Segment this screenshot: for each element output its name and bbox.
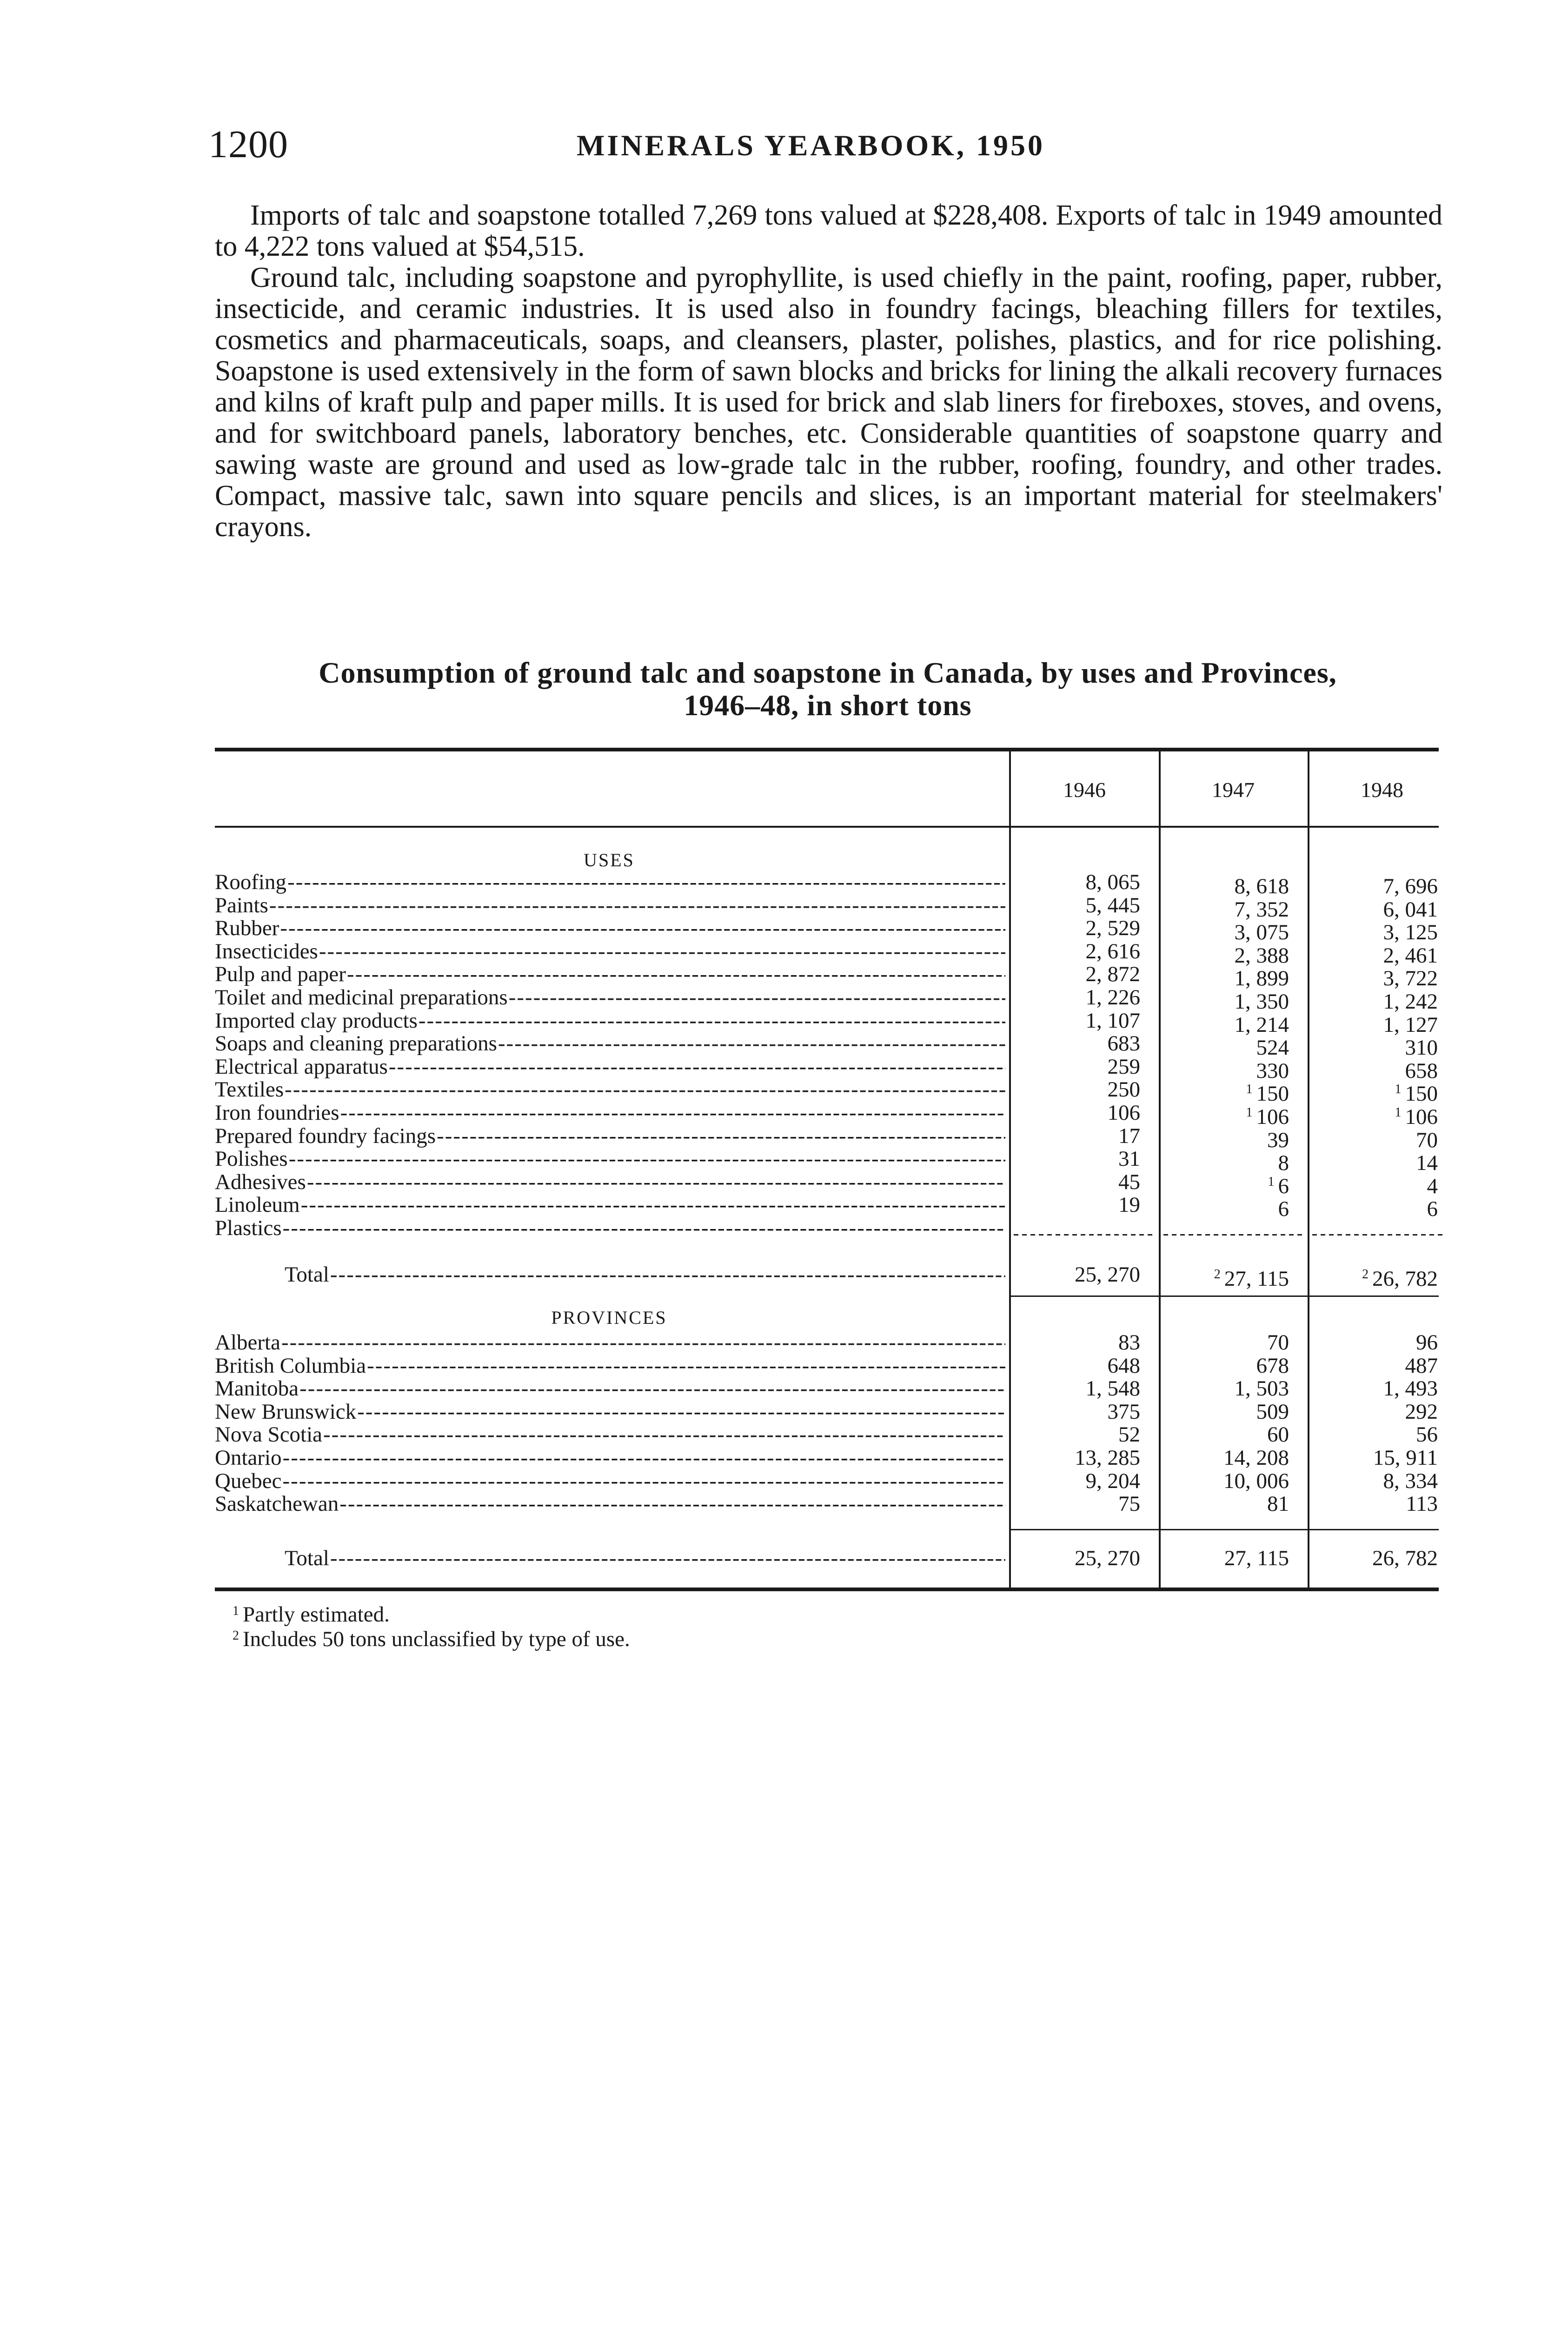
- cell-1946: 106: [1107, 1101, 1140, 1125]
- row-label: Plastics -----: [215, 1216, 1005, 1240]
- cell-1947: 524: [1256, 1036, 1289, 1060]
- row-label: Pulp and paper -----: [215, 963, 1005, 986]
- cell-1948: $^1$ 150: [1395, 1082, 1438, 1106]
- row-label: British Columbia -----: [215, 1354, 1005, 1377]
- footnote-marker: 2: [1214, 1267, 1221, 1282]
- cell-1948: 8, 334: [1383, 1468, 1438, 1493]
- year-header: 1948: [1361, 778, 1403, 802]
- cell-1946: 1, 548: [1085, 1376, 1140, 1401]
- row-label: Electrical apparatus -----: [215, 1055, 1005, 1078]
- provinces-heading: PROVINCES: [551, 1307, 667, 1328]
- row-label: Insecticides -----: [215, 940, 1005, 963]
- cell-1946: 13, 285: [1075, 1446, 1140, 1470]
- cell-1947: 330: [1256, 1058, 1289, 1083]
- cell-1946: 2, 872: [1085, 962, 1140, 987]
- cell-1948: 15, 911: [1373, 1446, 1438, 1470]
- cell-1947: 8, 618: [1234, 874, 1289, 898]
- cell-1946: 250: [1107, 1077, 1140, 1102]
- row-label: Nova Scotia -----: [215, 1423, 1005, 1446]
- cell-1948: 310: [1405, 1036, 1438, 1060]
- table-title-line: Consumption of ground talc and soapstone in Canada, by uses and Provinces,: [319, 656, 1337, 689]
- row-label: Paints -----: [215, 894, 1005, 917]
- cell-1948: 70: [1416, 1128, 1438, 1152]
- running-title: MINERALS YEARBOOK, 1950: [577, 129, 1045, 162]
- cell-1948: 113: [1406, 1492, 1438, 1516]
- cell-1947: 509: [1256, 1399, 1289, 1424]
- cell-1947: 14, 208: [1223, 1446, 1289, 1470]
- footnote-marker: 1: [1395, 1082, 1402, 1097]
- cell-rule: [1011, 1295, 1159, 1297]
- cell-1947: 7, 352: [1234, 897, 1289, 922]
- cell-1947: 1, 214: [1234, 1012, 1289, 1037]
- cell-1948: 14: [1416, 1151, 1438, 1176]
- row-label: Iron foundries -----: [215, 1101, 1005, 1124]
- cell-1946: 1, 107: [1085, 1008, 1140, 1033]
- footnote-marker: 2: [1362, 1267, 1369, 1282]
- cell-1946: 9, 204: [1085, 1468, 1140, 1493]
- cell-1948: 3, 125: [1383, 920, 1438, 945]
- table-title: [205, 657, 1451, 722]
- cell-1947: 60: [1267, 1422, 1289, 1447]
- row-label: Manitoba -----: [215, 1377, 1005, 1400]
- cell-rule: [1161, 1295, 1308, 1297]
- row-label: Prepared foundry facings -----: [215, 1124, 1005, 1148]
- cell-1948: 96: [1416, 1330, 1438, 1355]
- footnote: [233, 1627, 630, 1652]
- cell-1947: [1149, 1216, 1289, 1244]
- cell-1948: 3, 722: [1383, 966, 1438, 991]
- footnote-marker: 1: [233, 1604, 239, 1618]
- cell-1948: [1298, 1216, 1438, 1244]
- cell-1948: 1, 242: [1383, 990, 1438, 1014]
- cell-rule: [1161, 1529, 1308, 1530]
- cell-1948: 658: [1405, 1058, 1438, 1083]
- cell-1948: 1, 127: [1383, 1012, 1438, 1037]
- row-label: Quebec -----: [215, 1469, 1005, 1493]
- row-label: Total -----: [285, 1263, 1005, 1286]
- cell-1946: 8, 065: [1085, 870, 1140, 894]
- paragraph: Imports of talc and soapstone totalled 7,269 tons valued at $228,408. Exports of talc in 1949 amounted to 4,222 tons valued at $54,515.: [215, 199, 1442, 262]
- cell-1948: $^1$ 106: [1395, 1105, 1438, 1129]
- cell-rule: [1309, 1295, 1439, 1297]
- row-label: Ontario -----: [215, 1446, 1005, 1469]
- cell-1948: 292: [1405, 1399, 1438, 1424]
- cell-1947: 1, 350: [1234, 990, 1289, 1014]
- paragraph: Ground talc, including soapstone and pyrophyllite, is used chiefly in the paint, roofing, paper, rubber, insecticide, and ceramic industries. It is used also in foundry facings, bleaching fillers for textiles, cosmetics and pharmaceuticals, soaps, and cleansers, plaster, polishes, plastics, and for rice polishing. Soapstone is used extensively in the form of sawn blocks and bricks for lining the alkali recovery furnaces and kilns of kraft pulp and paper mills. It is used for brick and slab liners for fireboxes, stoves, and ovens, and for switchboard panels, laboratory benches, etc. Considerable quantities of soapstone quarry and sawing waste are ground and used as low-grade talc in the rubber, roofing, foundry, and other trades. Compact, massive talc, sawn into square pencils and slices, is an important material for steelmakers' crayons.: [215, 262, 1442, 543]
- cell-1946: 375: [1107, 1399, 1140, 1424]
- cell-1948: $^2$ 26, 782: [1362, 1267, 1438, 1291]
- cell-1948: 7, 696: [1383, 874, 1438, 898]
- cell-1948: 6, 041: [1383, 897, 1438, 922]
- cell-1946: 259: [1107, 1054, 1140, 1079]
- row-label: Textiles -----: [215, 1078, 1005, 1101]
- table-bottom-rule: [215, 1588, 1439, 1591]
- year-header: 1946: [1063, 778, 1106, 802]
- cell-1947: 6: [1278, 1197, 1289, 1222]
- cell-1946: 5, 445: [1085, 893, 1140, 917]
- dashed-rule: [1014, 1234, 1153, 1236]
- cell-1947: 70: [1267, 1330, 1289, 1355]
- cell-1946: 17: [1118, 1123, 1140, 1148]
- cell-1947: $^2$ 27, 115: [1214, 1267, 1289, 1291]
- row-label: Toilet and medicinal preparations -----: [215, 986, 1005, 1009]
- cell-1946: 19: [1118, 1193, 1140, 1217]
- footnote-marker: 2: [233, 1628, 239, 1643]
- cell-1947: 3, 075: [1234, 920, 1289, 945]
- row-label: Polishes -----: [215, 1147, 1005, 1170]
- row-label: Adhesives -----: [215, 1170, 1005, 1194]
- cell-1947: $^1$ 150: [1246, 1082, 1289, 1106]
- body-text: [215, 200, 1442, 543]
- row-label: New Brunswick -----: [215, 1400, 1005, 1423]
- table-title-line: 1946–48, in short tons: [684, 689, 972, 722]
- cell-1947: 39: [1267, 1128, 1289, 1152]
- cell-1946: 1, 226: [1085, 985, 1140, 1010]
- cell-1948: 487: [1405, 1353, 1438, 1378]
- footnote-marker: 1: [1246, 1082, 1253, 1097]
- cell-1946: 31: [1118, 1147, 1140, 1171]
- cell-1947: $^1$ 6: [1268, 1174, 1289, 1198]
- footnote: [233, 1602, 390, 1627]
- cell-1946: 2, 616: [1085, 939, 1140, 963]
- cell-rule: [1011, 1529, 1159, 1530]
- cell-1946: 52: [1118, 1422, 1140, 1447]
- cell-1947: 1, 503: [1234, 1376, 1289, 1401]
- cell-1947: $^1$ 106: [1246, 1105, 1289, 1129]
- cell-1947: 1, 899: [1234, 966, 1289, 991]
- row-label: Imported clay products -----: [215, 1009, 1005, 1032]
- cell-1946: 83: [1118, 1330, 1140, 1355]
- year-header: 1947: [1212, 778, 1255, 802]
- row-label: Soaps and cleaning preparations -----: [215, 1032, 1005, 1055]
- dashed-rule: [1163, 1234, 1303, 1236]
- cell-1946: 683: [1107, 1031, 1140, 1056]
- dashed-rule: [1312, 1234, 1442, 1236]
- cell-1946: 25, 270: [1075, 1546, 1140, 1570]
- cell-1948: 6: [1427, 1197, 1438, 1222]
- cell-1948: 26, 782: [1372, 1546, 1438, 1570]
- row-label: Rubber -----: [215, 917, 1005, 940]
- footnote-text: Includes 50 tons unclassified by type of use.: [243, 1627, 630, 1651]
- row-label: Total -----: [285, 1547, 1005, 1570]
- footnote-text: Partly estimated.: [243, 1602, 390, 1627]
- row-label: Saskatchewan -----: [215, 1492, 1005, 1515]
- cell-1947: 2, 388: [1234, 943, 1289, 968]
- row-label: Linoleum -----: [215, 1193, 1005, 1216]
- header-bottom-rule: [215, 826, 1439, 828]
- cell-1946: 648: [1107, 1353, 1140, 1378]
- cell-1947: 27, 115: [1224, 1546, 1289, 1570]
- footnote-marker: 1: [1395, 1105, 1402, 1120]
- cell-1947: 10, 006: [1223, 1468, 1289, 1493]
- cell-1948: 1, 493: [1383, 1376, 1438, 1401]
- cell-1948: 4: [1427, 1174, 1438, 1198]
- cell-1947: 81: [1267, 1492, 1289, 1516]
- cell-1946: 45: [1118, 1169, 1140, 1194]
- footnote-marker: 1: [1246, 1105, 1253, 1120]
- cell-1948: 2, 461: [1383, 943, 1438, 968]
- footnote-marker: 1: [1268, 1174, 1275, 1189]
- row-label: Roofing -----: [215, 870, 1005, 894]
- cell-1946: 2, 529: [1085, 916, 1140, 941]
- page-number: 1200: [208, 123, 288, 166]
- cell-1946: 75: [1118, 1492, 1140, 1516]
- cell-1948: 56: [1416, 1422, 1438, 1447]
- cell-1947: 8: [1278, 1151, 1289, 1176]
- uses-heading: USES: [584, 850, 635, 870]
- cell-1946: 25, 270: [1075, 1262, 1140, 1287]
- cell-rule: [1309, 1529, 1439, 1530]
- cell-1947: 678: [1256, 1353, 1289, 1378]
- table-top-rule: [215, 748, 1439, 751]
- row-label: Alberta -----: [215, 1331, 1005, 1354]
